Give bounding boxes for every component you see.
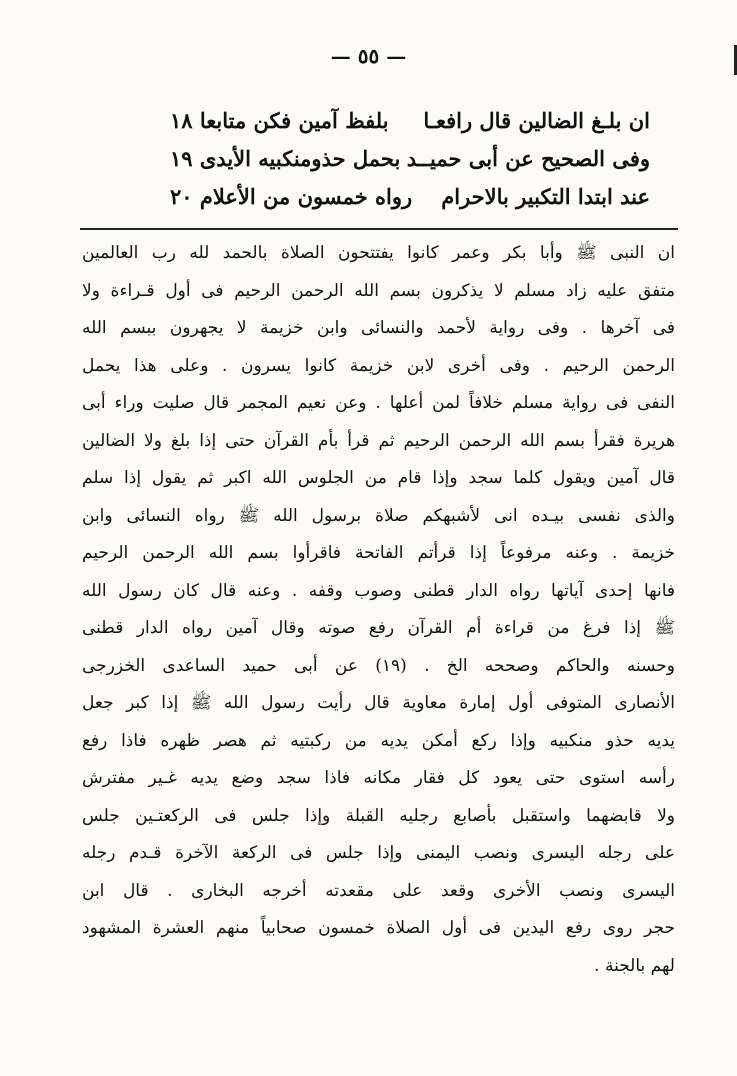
text-line: فانها إحدى آياتها رواه الدار قطنى وصوب وقفه . وعنه قال كان رسول الله bbox=[82, 580, 675, 601]
text-line: فى آخرها . وفى رواية لأحمد والنسائى وابن خزيمة لا يجهرون ببسم الله bbox=[82, 318, 675, 338]
text-line: على رجله اليسرى ونصب اليمنى وإذا جلس فى الركعة الآخرة قـدم رجله bbox=[82, 843, 675, 863]
text-line: قال آمين ويقول كلما سجد وإذا قام من الجلوس الله اكبر ثم يقول إذا سلم bbox=[82, 468, 675, 488]
text-line: الأنصارى المتوفى أول إمارة معاوية قال رأيت رسول الله ﷺ إذا كبر جعل bbox=[82, 693, 675, 713]
text-line: هريرة فقرأ بسم الله الرحمن الرحيم ثم قرأ بأم القرآن حتى إذا بلغ ولا الضالين bbox=[82, 430, 675, 451]
text-line: ﷺ إذا فرغ من قراءة أم القرآن رفع صوته وقال آمين رواه الدار قطنى bbox=[82, 618, 675, 638]
text-line: متفق عليه زاد مسلم لا يذكرون بسم الله الرحمن الرحيم فى أول قـراءة ولا bbox=[82, 280, 675, 301]
verse-second-hemistich: بحمل حذومنكبيه الأيدى ١٩ bbox=[170, 146, 401, 171]
text-line: ان النبى ﷺ وأبا بكر وعمر كانوا يفتتحون الصلاة بالحمد لله رب العالمين bbox=[82, 243, 675, 263]
separator-rule bbox=[80, 228, 678, 230]
page-number: — ٥٥ — bbox=[330, 44, 407, 68]
verse-first-hemistich: وفى الصحيح عن أبى حميــد bbox=[406, 146, 650, 171]
commentary-text bbox=[82, 235, 675, 985]
text-line: والذى نفسى بيـده انى لأشبهكم صلاة برسول الله ﷺ رواه النسائى وابن bbox=[82, 505, 675, 526]
verse-second-hemistich: رواه خمسون من الأعلام ٢٠ bbox=[170, 184, 413, 209]
text-line: رأسه استوى حتى يعود كل فقار مكانه فاذا سجد وضع يديه غـير مفترش bbox=[82, 768, 675, 788]
verse-line bbox=[150, 178, 650, 216]
verse-second-hemistich: بلفظ آمين فكن متابعا ١٨ bbox=[170, 108, 389, 133]
text-line: الرحمن الرحيم . وفى أخرى لابن خزيمة كانوا يسرون . وعلى هذا يحمل bbox=[82, 355, 675, 376]
text-line: ولا قابضهما واستقبل بأصابع رجليه القبلة وإذا جلس فى الركعتـين جلس bbox=[82, 805, 675, 826]
text-line: خزيمة . وعنه مرفوعاً إذا قرأتم الفاتحة فاقرأوا بسم الله الرحمن الرحيم bbox=[82, 543, 675, 563]
text-line: حجر روى رفع اليدين فى أول الصلاة خمسون صحابياً منهم العشرة المشهود bbox=[82, 918, 675, 938]
verse-line bbox=[150, 102, 650, 140]
text-line: يديه حذو منكبيه وإذا ركع أمكن يديه من ركبتيه ثم هصر ظهره فاذا رفع bbox=[82, 730, 675, 751]
verse-line bbox=[150, 140, 650, 178]
text-line: لهم بالجنة . bbox=[594, 955, 675, 976]
text-line: وحسنه والحاكم وصححه الخ . (١٩) عن أبى حميد الساعدى الخزرجى bbox=[82, 655, 675, 676]
text-line: النفى فى رواية مسلم خلافاً لمن أعلها . وعن نعيم المجمر قال صليت وراء أبى bbox=[82, 393, 675, 413]
verse-first-hemistich: ان بلـغ الضالين قال رافعـا bbox=[423, 108, 650, 133]
text-line: اليسرى ونصب الأخرى وقعد على مقعدته أخرجه البخارى . قال ابن bbox=[82, 880, 675, 901]
verse-first-hemistich: عند ابتدا التكبير بالاحرام bbox=[441, 184, 650, 209]
verse-block bbox=[150, 102, 650, 216]
